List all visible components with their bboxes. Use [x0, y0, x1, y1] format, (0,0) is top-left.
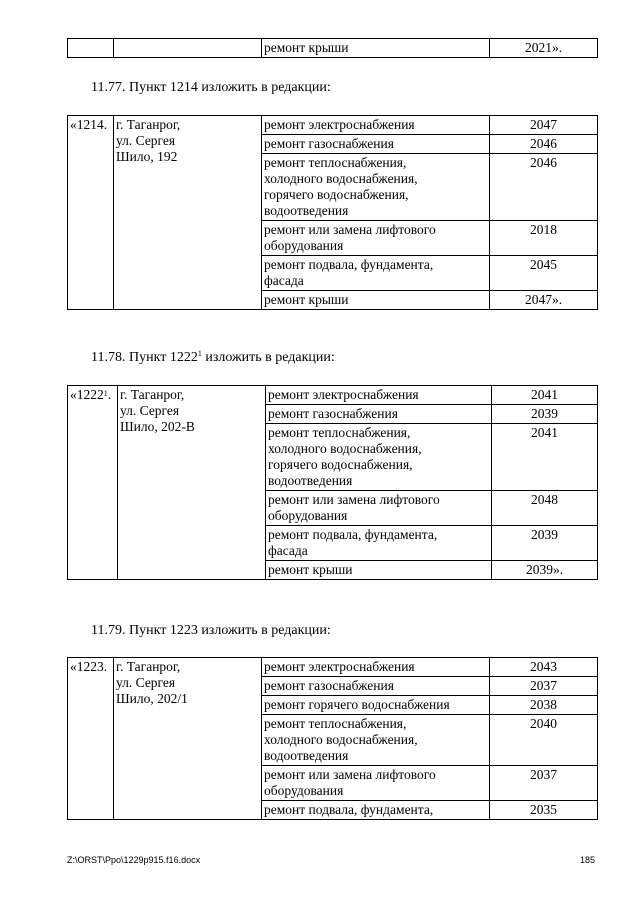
work-cell: ремонт крыши — [262, 39, 490, 58]
year-cell: 2037 — [490, 677, 598, 696]
year-cell: 2038 — [490, 696, 598, 715]
work-cell: ремонт крыши — [266, 561, 492, 580]
year-cell: 2041 — [492, 424, 598, 491]
table-row — [68, 386, 598, 405]
table-row — [68, 39, 598, 58]
table-item-1223 — [67, 657, 598, 820]
year-cell: 2039 — [492, 526, 598, 561]
top-table-fragment — [67, 38, 598, 58]
work-cell: ремонт или замена лифтового оборудования — [266, 491, 492, 526]
year-cell: 2048 — [492, 491, 598, 526]
year-cell: 2047». — [490, 291, 598, 310]
work-cell: ремонт подвала, фундамента, фасада — [266, 526, 492, 561]
year-cell: 2039». — [492, 561, 598, 580]
work-cell: ремонт газоснабжения — [262, 677, 490, 696]
item-number: «1214. — [68, 116, 114, 310]
work-cell: ремонт подвала, фундамента, — [262, 801, 490, 820]
work-cell: ремонт газоснабжения — [262, 135, 490, 154]
paragraph-11-78: 11.78. Пункт 1222$^1$ изложить в редакции: — [91, 349, 335, 365]
address-cell: г. Таганрог, ул. Сергея Шило, 192 — [114, 116, 262, 310]
work-cell: ремонт или замена лифтового оборудования — [262, 221, 490, 256]
work-cell: ремонт электроснабжения — [262, 658, 490, 677]
work-cell: ремонт или замена лифтового оборудования — [262, 766, 490, 801]
work-cell: ремонт крыши — [262, 291, 490, 310]
year-cell: 2043 — [490, 658, 598, 677]
footer-page-number: 185 — [580, 855, 596, 865]
item-number: «1223. — [68, 658, 114, 820]
work-cell: ремонт электроснабжения — [266, 386, 492, 405]
work-cell: ремонт теплоснабжения, холодного водоснабжения, горячего водоснабжения, водоотведения — [266, 424, 492, 491]
year-cell: 2047 — [490, 116, 598, 135]
work-cell: ремонт газоснабжения — [266, 405, 492, 424]
paragraph-11-77: 11.77. Пункт 1214 изложить в редакции: — [91, 80, 331, 95]
table-row — [68, 116, 598, 135]
year-cell: 2039 — [492, 405, 598, 424]
year-cell: 2021». — [490, 39, 598, 58]
work-cell: ремонт горячего водоснабжения — [262, 696, 490, 715]
work-cell: ремонт электроснабжения — [262, 116, 490, 135]
year-cell: 2046 — [490, 135, 598, 154]
year-cell: 2045 — [490, 256, 598, 291]
paragraph-11-79: 11.79. Пункт 1223 изложить в редакции: — [91, 623, 331, 638]
work-cell: ремонт теплоснабжения, холодного водоснабжения, горячего водоснабжения, водоотведения — [262, 154, 490, 221]
work-cell: ремонт подвала, фундамента, фасада — [262, 256, 490, 291]
table-item-1214 — [67, 115, 598, 310]
work-cell: ремонт теплоснабжения, холодного водоснабжения, водоотведения — [262, 715, 490, 766]
year-cell: 2041 — [492, 386, 598, 405]
year-cell: 2040 — [490, 715, 598, 766]
address-cell: г. Таганрог, ул. Сергея Шило, 202/1 — [114, 658, 262, 820]
table-item-1222-1 — [67, 385, 598, 580]
year-cell: 2046 — [490, 154, 598, 221]
year-cell: 2018 — [490, 221, 598, 256]
year-cell: 2035 — [490, 801, 598, 820]
table-row — [68, 658, 598, 677]
footer-file-path: Z:\ORST\Ppo\1229p915.f16.docx — [67, 855, 201, 865]
address-cell: г. Таганрог, ул. Сергея Шило, 202-В — [118, 386, 266, 580]
item-number: «1222$^1$. — [68, 386, 118, 580]
year-cell: 2037 — [490, 766, 598, 801]
